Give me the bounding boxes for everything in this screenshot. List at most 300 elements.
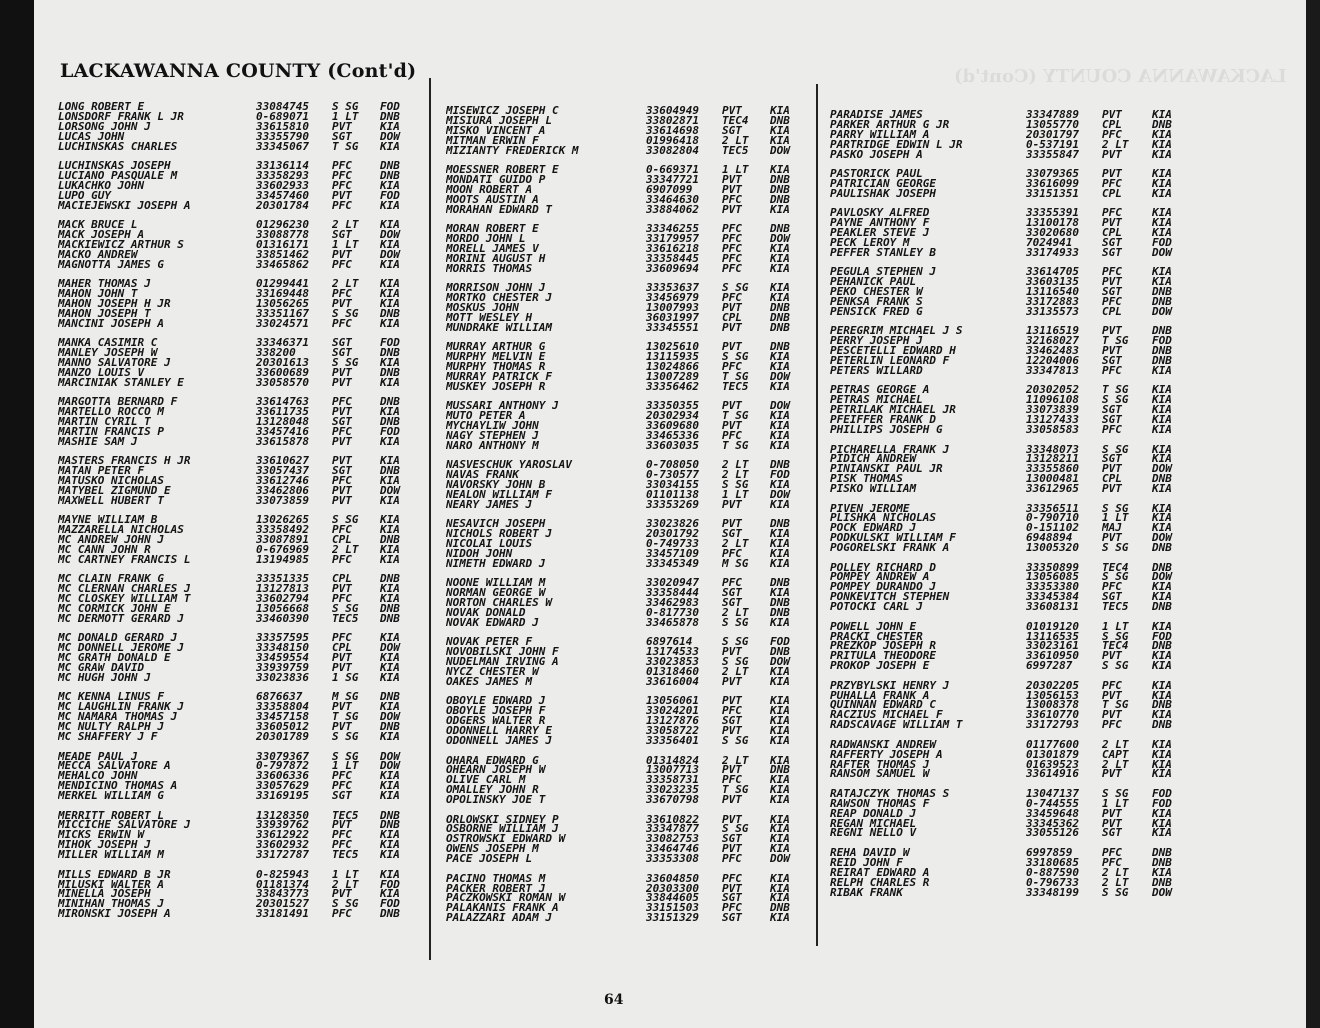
roster-row [830,297,1192,307]
roster-row [830,277,1192,287]
status-code: KIA [770,549,790,559]
grade: PFC [722,194,742,205]
soldier-name: MILLER WILLIAM M [58,850,164,861]
soldier-name: MECCA SALVATORE A [58,761,171,772]
soldier-name: MUTO PETER A [446,411,526,422]
serial-number: 13174533 [646,647,699,658]
soldier-name: NAGY STEPHEN J [446,430,539,441]
soldier-name: MOON ROBERT A [446,184,533,195]
soldier-name: REGNI NELLO V [830,828,917,839]
roster-group [58,870,420,919]
serial-number: 01019120 [1026,621,1079,632]
grade: PFC [1102,847,1122,858]
grade: PVT [1102,218,1122,229]
grade: PVT [722,342,742,353]
roster-row [58,309,420,319]
soldier-name: PIVEN JEROME [830,503,910,514]
grade: T SG [1102,336,1129,347]
soldier-name: PARTRIDGE EDWIN L JR [830,139,963,150]
roster-row [446,146,810,156]
roster-row [58,230,420,240]
serial-number: 13115935 [646,352,699,362]
grade: 1 LT [1102,513,1129,524]
soldier-name: NUDELMAN IRVING A [446,657,559,668]
soldier-name: PINIANSKI PAUL JR [830,464,943,475]
grade: PVT [332,249,352,260]
roster-row [830,336,1192,346]
roster-row [58,850,420,860]
soldier-name: MAGNOTTA JAMES G [58,259,164,270]
grade: PVT [1102,484,1122,494]
serial-number: 33082753 [646,834,699,845]
serial-number: 33358445 [646,253,699,264]
roster-row [830,140,1192,150]
soldier-name: PREZKOP JOSEPH R [830,641,936,652]
grade: 1 LT [1102,621,1129,632]
roster-row [446,165,810,175]
serial-number: 33058583 [1026,425,1079,435]
roster-group [446,165,810,214]
grade: S SG [1102,572,1129,583]
roster-group [446,519,810,568]
status-code: DNB [380,692,400,703]
status-code: KIA [380,663,400,673]
serial-number: 0-825943 [256,869,309,880]
status-code: KIA [770,499,790,510]
grade: PFC [1102,425,1122,435]
roster-row [830,848,1192,858]
serial-number: 33600689 [256,367,309,378]
roster-row [58,496,420,506]
status-code: DNB [1152,326,1172,337]
grade: PVT [1102,533,1122,544]
roster-row [446,637,810,647]
soldier-name: PUHALLA FRANK A [830,690,930,701]
roster-row [58,476,420,486]
roster-row [58,722,420,732]
roster-row [446,913,810,923]
roster-row [446,293,810,303]
serial-number: 33079365 [1026,169,1079,179]
serial-number: 33358492 [256,525,309,536]
grade: PFC [1102,720,1122,731]
grade: PFC [1102,365,1122,376]
status-code: DNB [380,367,400,378]
grade: 2 LT [332,220,359,230]
roster-row [830,632,1192,642]
soldier-name: MANKA CASIMIR C [58,338,158,349]
serial-number: 33350355 [646,401,699,412]
serial-number: 33353637 [646,283,699,294]
status-code: KIA [380,289,400,299]
roster-row [446,303,810,313]
roster-row [446,765,810,775]
roster-row [58,427,420,437]
status-code: FOD [1152,237,1172,248]
roster-row [58,319,420,329]
soldier-name: PASKO JOSEPH A [830,149,923,160]
roster-row [58,584,420,594]
grade: PVT [1102,690,1122,701]
grade: PVT [332,889,352,900]
grade: PFC [332,426,352,437]
status-code: KIA [770,814,790,825]
soldier-name: NAVAS FRANK [446,470,519,481]
soldier-name: MC SHAFFERY J F [58,732,158,742]
serial-number: 33603035 [646,440,699,451]
grade: CPL [1102,119,1122,130]
grade: CPL [1102,474,1122,485]
serial-number: 33462806 [256,485,309,496]
status-code: KIA [1152,484,1172,494]
serial-number: 33348150 [256,643,309,654]
status-code: KIA [380,279,400,290]
roster-group [446,401,810,450]
roster-row [446,421,810,431]
roster-row [830,868,1192,878]
status-code: KIA [770,736,790,746]
serial-number: 13100178 [1026,218,1079,229]
serial-number: 33609680 [646,421,699,431]
status-code: KIA [1152,110,1172,120]
grade: PVT [332,407,352,418]
roster-row [830,592,1192,602]
serial-number: 0-730577 [646,470,699,481]
status-code: DOW [1152,247,1172,258]
roster-row [58,181,420,191]
serial-number: 01177600 [1026,739,1079,750]
grade: T SG [722,371,749,382]
soldier-name: OMALLEY JOHN R [446,785,539,796]
serial-number: 33616218 [646,243,699,254]
soldier-name: NOVOBILSKI JOHN F [446,647,559,658]
status-code: KIA [380,594,400,605]
roster-row [446,382,810,392]
status-code: DNB [1152,562,1172,573]
roster-row [446,185,810,195]
grade: MAJ [1102,523,1122,534]
serial-number: 13128211 [1026,454,1079,465]
roster-group [446,283,810,332]
grade: 1 LT [332,239,359,250]
column-divider-2 [816,84,818,946]
grade: PFC [1102,129,1122,140]
roster-group [58,752,420,801]
serial-number: 33939762 [256,820,309,831]
status-code: DOW [770,371,790,382]
roster-group [446,224,810,273]
status-code: KIA [770,913,790,924]
status-code: FOD [770,470,790,481]
roster-row [830,474,1192,484]
scan-border-right [1306,0,1320,1028]
serial-number: 33024201 [646,706,699,717]
serial-number: 33024571 [256,318,309,329]
serial-number: 13194985 [256,554,309,565]
roster-row [58,732,420,742]
serial-number: 13024866 [646,361,699,372]
grade: SGT [332,417,352,427]
grade: 1 LT [1102,798,1129,809]
grade: PFC [332,161,352,171]
soldier-name: PAYNE ANTHONY F [830,218,930,229]
serial-number: 33355847 [1026,149,1079,160]
soldier-name: RAWSON THOMAS F [830,798,930,809]
roster-row [830,523,1192,533]
roster-row [446,706,810,716]
status-code: DOW [380,761,400,772]
roster-row [446,401,810,411]
grade: 1 LT [332,111,359,122]
roster-group [830,385,1192,434]
serial-number: 33169448 [256,289,309,299]
grade: PFC [332,771,352,782]
serial-number: 33179957 [646,233,699,244]
grade: PVT [332,495,352,506]
status-code: FOD [380,426,400,437]
roster-row [830,789,1192,799]
status-code: DNB [770,608,790,618]
grade: CPL [1102,188,1122,199]
serial-number: 33073839 [1026,405,1079,416]
grade: PVT [722,765,742,776]
status-code: KIA [770,253,790,264]
soldier-name: PENKSA FRANK S [830,297,923,307]
roster-row [830,110,1192,120]
roster-group [830,789,1192,838]
grade: TEC4 [722,115,749,126]
soldier-name: MACKO ANDREW [58,249,138,260]
serial-number: 33151351 [1026,188,1079,199]
serial-number: 33020947 [646,578,699,589]
serial-number: 13026265 [256,515,309,526]
soldier-name: POCK EDWARD J [830,523,917,534]
serial-number: 33612746 [256,476,309,486]
serial-number: 33357595 [256,633,309,644]
soldier-name: MASHIE SAM J [58,436,138,447]
roster-row [446,903,810,913]
soldier-name: MONDATI GUIDO P [446,174,546,185]
status-code: KIA [770,283,790,294]
grade: 2 LT [722,608,749,618]
soldier-name: PEKO CHESTER W [830,287,923,298]
roster-row [58,279,420,289]
grade: PFC [332,476,352,486]
grade: 2 LT [722,667,749,677]
serial-number: 33465862 [256,259,309,270]
grade: SGT [722,913,742,924]
grade: M SG [332,692,359,703]
grade: PVT [1102,710,1122,721]
roster-row [58,574,420,584]
serial-number: 33151329 [646,913,699,924]
grade: S SG [332,899,359,910]
roster-group [446,637,810,686]
soldier-name: MAHON JOSEPH H JR [58,298,171,309]
status-code: KIA [770,480,790,490]
grade: S SG [332,308,359,319]
soldier-name: LUCHINSKAS JOSEPH [58,161,171,171]
soldier-name: PARRY WILLIAM A [830,129,930,140]
grade: 2 LT [1102,877,1129,888]
status-code: KIA [770,106,790,116]
grade: PFC [722,854,742,865]
grade: PFC [722,243,742,254]
soldier-name: MACKIEWICZ ARTHUR S [58,239,184,250]
roster-row [830,356,1192,366]
roster-row [58,289,420,299]
roster-row [58,702,420,712]
grade: S SG [722,736,749,746]
serial-number: 33073859 [256,495,309,506]
status-code: DNB [1152,641,1172,652]
roster-row [446,205,810,215]
status-code: KIA [1152,503,1172,514]
serial-number: 13007713 [646,765,699,776]
grade: SGT [722,598,742,609]
status-code: KIA [770,381,790,392]
serial-number: 0-749733 [646,539,699,549]
roster-row [446,824,810,834]
status-code: KIA [1152,582,1172,593]
serial-number: 33057437 [256,466,309,477]
status-code: DOW [770,145,790,156]
roster-row [58,456,420,466]
grade: PFC [1102,178,1122,189]
soldier-name: PATRICIAN GEORGE [830,178,936,189]
status-code: KIA [1152,149,1172,160]
soldier-name: PISK THOMAS [830,474,903,485]
roster-group [58,397,420,446]
roster-row [446,775,810,785]
status-code: KIA [380,220,400,230]
grade: PFC [332,170,352,181]
roster-group [446,342,810,391]
grade: TEC5 [332,613,359,624]
status-code: KIA [770,529,790,540]
grade: S SG [332,732,359,742]
status-code: KIA [380,476,400,486]
status-code: DOW [380,249,400,260]
serial-number: 6997859 [1026,847,1073,858]
roster-row [446,106,810,116]
roster-row [58,132,420,142]
roster-row [58,820,420,830]
grade: PVT [722,726,742,737]
status-code: KIA [380,121,400,132]
serial-number: 33460390 [256,613,309,624]
serial-number: 33610770 [1026,710,1079,721]
serial-number: 20301792 [646,529,699,540]
roster-row [58,338,420,348]
soldier-name: NARO ANTHONY M [446,440,539,451]
grade: TEC5 [1102,602,1129,613]
serial-number: 33180685 [1026,857,1079,868]
serial-number: 13008378 [1026,700,1079,711]
soldier-name: MARTIN FRANCIS P [58,426,164,437]
serial-number: 338200 [256,348,296,358]
roster-row [446,490,810,500]
roster-row [446,254,810,264]
roster-row [58,761,420,771]
grade: 2 LT [332,879,359,890]
serial-number: 33172793 [1026,720,1079,731]
status-code: KIA [380,525,400,536]
serial-number: 33939759 [256,663,309,673]
status-code: KIA [380,732,400,742]
grade: 1 LT [722,165,749,175]
grade: PVT [332,653,352,664]
roster-row [830,769,1192,779]
serial-number: 33347889 [1026,110,1079,120]
soldier-name: MISIURA JOSEPH L [446,115,552,126]
soldier-name: MILLS EDWARD B JR [58,869,171,880]
roster-row [830,385,1192,395]
status-code: KIA [770,263,790,274]
roster-row [446,696,810,706]
roster-row [446,175,810,185]
status-code: KIA [1152,513,1172,524]
serial-number: 33355391 [1026,208,1079,219]
roster-row [830,425,1192,435]
soldier-name: ODGERS WALTER R [446,716,546,727]
soldier-name: NEARY JAMES J [446,499,533,510]
grade: PVT [1102,651,1122,662]
roster-row [446,598,810,608]
serial-number: 33345362 [1026,818,1079,829]
status-code: KIA [380,633,400,644]
grade: SGT [332,338,352,349]
grade: PFC [722,253,742,264]
soldier-name: PETRAS MICHAEL [830,395,923,406]
roster-row [58,811,420,821]
roster-row [58,417,420,427]
serial-number: 33457416 [256,426,309,437]
grade: SGT [332,131,352,142]
soldier-name: POTOCKI CARL J [830,602,923,613]
soldier-name: MC CORMICK JOHN E [58,604,171,614]
soldier-name: MANZO LOUIS V [58,367,145,378]
roster-row [830,533,1192,543]
soldier-name: LUCIANO PASQUALE M [58,170,178,181]
status-code: KIA [1152,867,1172,878]
status-code: KIA [770,844,790,855]
soldier-name: MIRONSKI JOSEPH A [58,909,171,920]
roster-row [58,545,420,555]
serial-number: 33088778 [256,229,309,240]
status-code: DNB [380,722,400,733]
soldier-name: MANCINI JOSEPH A [58,318,164,329]
status-code: KIA [380,239,400,250]
status-code: DNB [380,111,400,122]
grade: PFC [722,233,742,244]
roster-row [830,179,1192,189]
status-code: KIA [1152,405,1172,416]
grade: SGT [1102,592,1122,603]
serial-number: 11096108 [1026,395,1079,406]
serial-number: 33358444 [646,588,699,599]
soldier-name: ODONNELL JAMES J [446,736,552,746]
serial-number: 01181374 [256,879,309,890]
roster-group [830,208,1192,257]
soldier-name: RADSCAVAGE WILLIAM T [830,720,963,731]
roster-row [446,667,810,677]
status-code: KIA [380,377,400,388]
status-code: KIA [380,515,400,526]
soldier-name: MISKO VINCENT A [446,125,546,136]
serial-number: 33346371 [256,338,309,349]
soldier-name: PALAZZARI ADAM J [446,913,552,924]
